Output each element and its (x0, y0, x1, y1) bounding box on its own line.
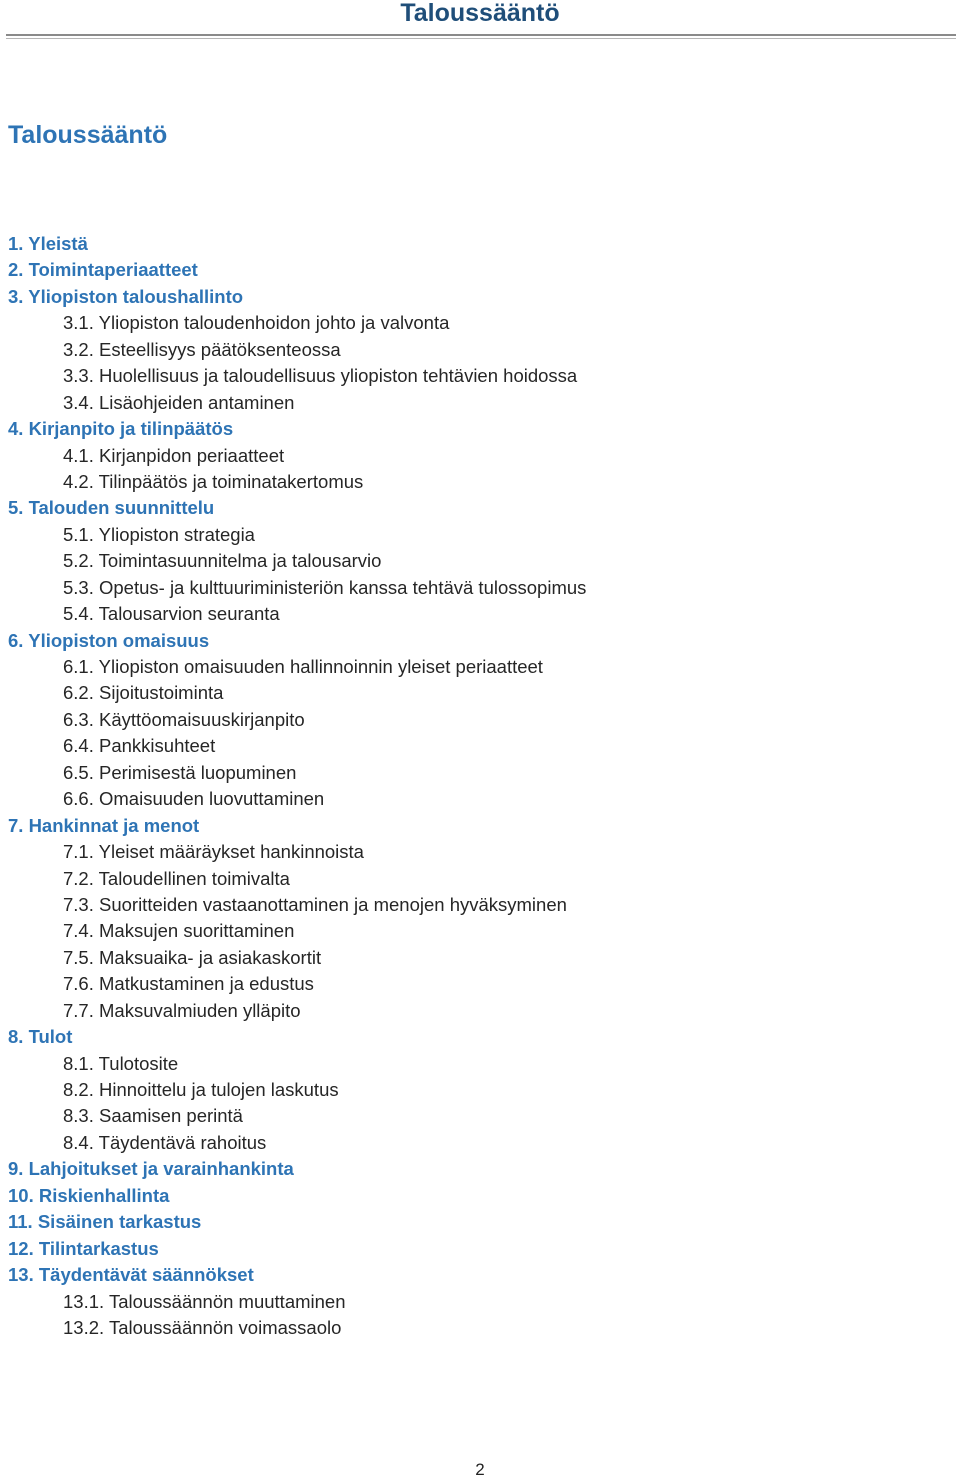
running-header-title: Taloussääntö (400, 0, 560, 27)
toc-section-entry: 4.1. Kirjanpidon periaatteet (63, 444, 285, 466)
header-rule (6, 34, 956, 36)
toc-section-entry: 8.2. Hinnoittelu ja tulojen laskutus (63, 1079, 339, 1100)
toc-section-entry: 3.4. Lisäohjeiden antaminen (63, 391, 295, 413)
toc-chapter-entry: 7. Hankinnat ja menot (8, 814, 200, 836)
toc-section-entry: 5.3. Opetus- ja kulttuuriministeriön kanssa tehtävä tulossopimus (63, 576, 587, 598)
toc-section-entry: 6.2. Sijoitustoiminta (63, 682, 224, 704)
toc-section-entry: 8.3. Saamisen perintä (63, 1105, 243, 1127)
toc-chapter-entry: 3. Yliopiston taloushallinto (8, 285, 244, 307)
toc-section-entry: 6.6. Omaisuuden luovuttaminen (63, 788, 325, 810)
toc-section-entry: 13.2. Taloussäännön voimassaolo (63, 1316, 342, 1338)
toc-chapter-entry: 2. Toimintaperiaatteet (8, 259, 198, 281)
toc-section-entry: 8.4. Täydentävä rahoitus (63, 1131, 267, 1153)
toc-section-entry: 5.1. Yliopiston strategia (63, 523, 255, 545)
page-number: 2 (475, 1460, 485, 1479)
toc-section-entry: 3.3. Huolellisuus ja taloudellisuus yliopiston tehtävien hoidossa (63, 365, 578, 387)
toc-section-entry: 6.4. Pankkisuhteet (63, 735, 216, 757)
toc-chapter-entry: 10. Riskienhallinta (8, 1184, 170, 1206)
toc-section-entry: 7.3. Suoritteiden vastaanottaminen ja menojen hyväksyminen (63, 893, 567, 915)
toc-section-entry: 7.6. Matkustaminen ja edustus (63, 973, 314, 995)
toc-chapter-entry: 13. Täydentävät säännökset (8, 1264, 254, 1286)
toc-section-entry: 7.5. Maksuaika- ja asiakaskortit (63, 946, 322, 968)
toc-chapter-entry: 8. Tulot (8, 1026, 73, 1048)
toc-section-entry: 6.5. Perimisestä luopuminen (63, 761, 297, 783)
document-title: Taloussääntö (8, 121, 168, 149)
toc-section-entry: 6.3. Käyttöomaisuuskirjanpito (63, 708, 305, 730)
header-rule-secondary (6, 38, 956, 39)
toc-section-entry: 7.2. Taloudellinen toimivalta (63, 867, 290, 889)
toc-section-entry: 8.1. Tulotosite (63, 1052, 179, 1074)
toc-section-entry: 7.1. Yleiset määräykset hankinnoista (63, 841, 364, 863)
toc-chapter-entry: 5. Talouden suunnittelu (8, 497, 215, 519)
toc-chapter-entry: 12. Tilintarkastus (8, 1237, 159, 1259)
toc-chapter-entry: 11. Sisäinen tarkastus (8, 1211, 202, 1233)
toc-chapter-entry: 1. Yleistä (8, 233, 88, 254)
toc-section-entry: 5.4. Talousarvion seuranta (63, 603, 280, 625)
table-of-contents (0, 231, 586, 1341)
toc-section-entry: 3.1. Yliopiston taloudenhoidon johto ja valvonta (63, 312, 450, 334)
toc-chapter-entry: 6. Yliopiston omaisuus (8, 629, 210, 651)
toc-section-entry: 5.2. Toimintasuunnitelma ja talousarvio (63, 550, 382, 572)
toc-section-entry: 7.7. Maksuvalmiuden ylläpito (63, 999, 301, 1021)
toc-chapter-entry: 4. Kirjanpito ja tilinpäätös (8, 418, 234, 440)
toc-section-entry: 6.1. Yliopiston omaisuuden hallinnoinnin yleiset periaatteet (63, 656, 543, 677)
toc-section-entry: 4.2. Tilinpäätös ja toiminatakertomus (63, 470, 364, 492)
toc-chapter-entry: 9. Lahjoitukset ja varainhankinta (8, 1158, 294, 1180)
toc-section-entry: 3.2. Esteellisyys päätöksenteossa (63, 338, 341, 360)
toc-section-entry: 13.1. Taloussäännön muuttaminen (63, 1290, 346, 1312)
toc-section-entry: 7.4. Maksujen suorittaminen (63, 920, 295, 942)
